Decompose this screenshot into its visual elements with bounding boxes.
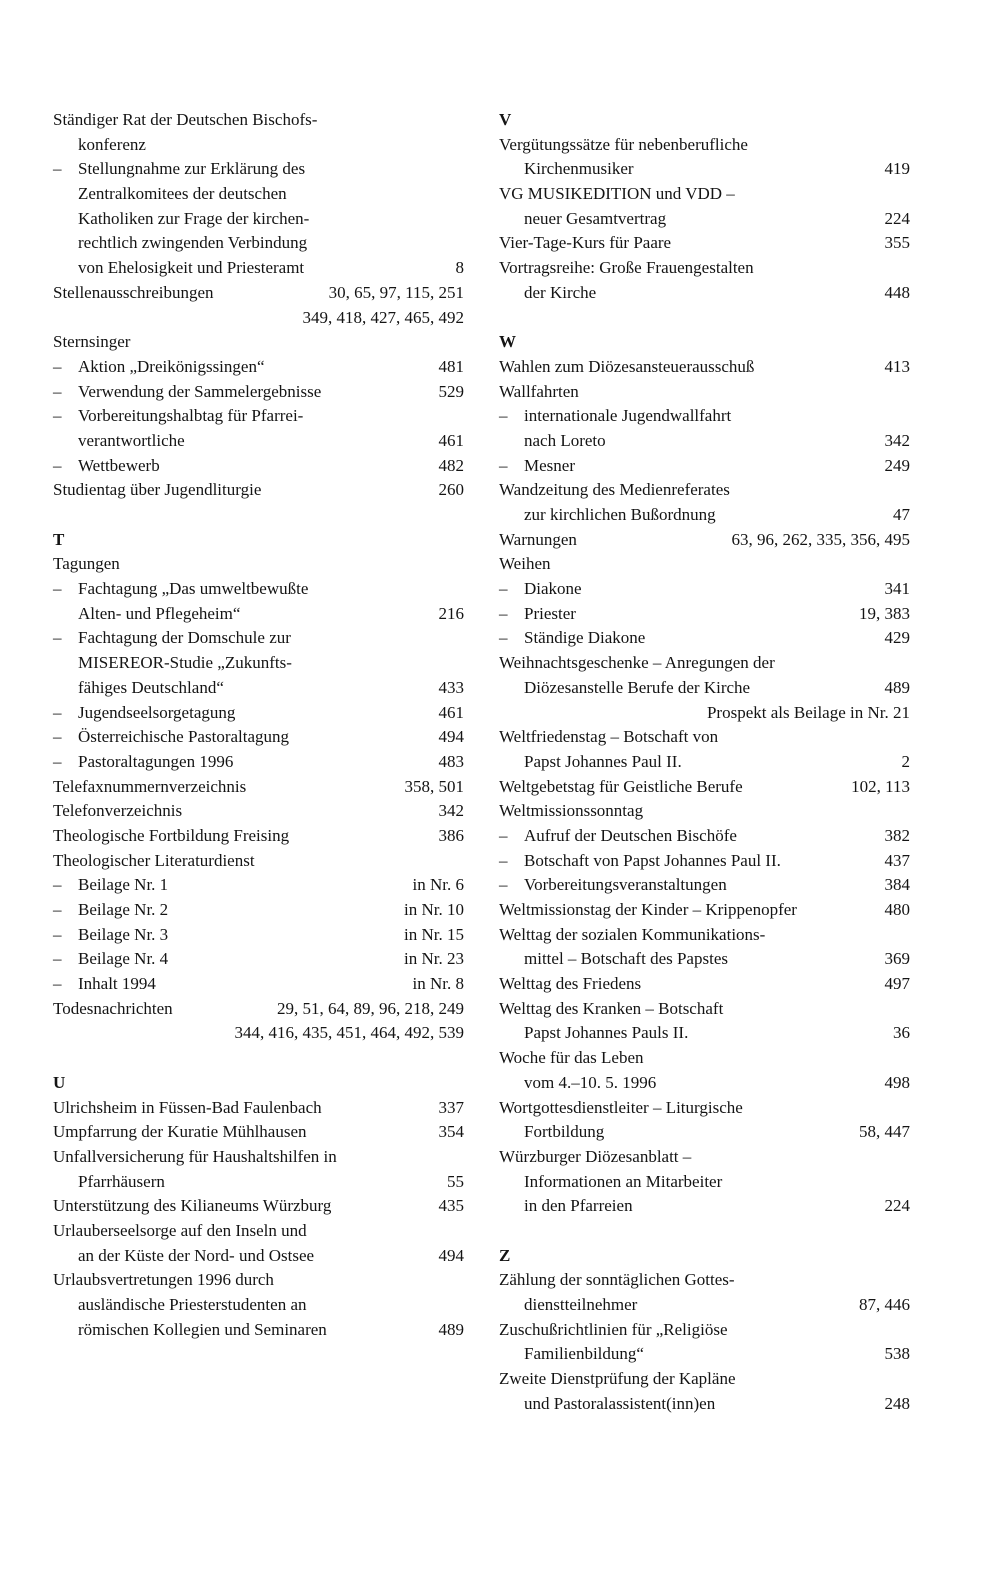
entry-text: Unterstützung des Kilianeums Würzburg xyxy=(53,1196,332,1216)
index-entry xyxy=(499,972,910,997)
list-dash: – xyxy=(499,628,508,648)
entry-text: Papst Johannes Pauls II. xyxy=(524,1023,689,1043)
entry-text: Vergütungssätze für nebenberufliche xyxy=(499,134,748,154)
list-dash: – xyxy=(53,159,62,179)
index-entry xyxy=(499,849,910,874)
index-entry xyxy=(53,898,464,923)
index-entry xyxy=(499,775,910,800)
section-gap xyxy=(53,503,464,528)
index-entry xyxy=(53,478,464,503)
index-entry xyxy=(499,503,910,528)
page-reference: 382 xyxy=(884,825,910,845)
entry-text: Zentralkomitees der deutschen xyxy=(78,184,287,204)
index-entry xyxy=(499,528,910,553)
page-reference: 224 xyxy=(884,1196,910,1216)
index-entry xyxy=(499,380,910,405)
page-reference: in Nr. 15 xyxy=(404,924,464,944)
index-entry xyxy=(53,824,464,849)
page-reference: 216 xyxy=(438,603,464,623)
index-entry xyxy=(53,380,464,405)
index-entry xyxy=(499,157,910,182)
entry-text: dienstteilnehmer xyxy=(524,1295,638,1314)
list-dash: – xyxy=(53,628,62,648)
page-reference: 355 xyxy=(884,233,910,253)
index-entry xyxy=(499,552,910,577)
entry-text: Pastoraltagungen 1996 xyxy=(78,751,234,771)
page-reference: 538 xyxy=(884,1344,910,1364)
entry-text: an der Küste der Nord- und Ostsee xyxy=(78,1245,315,1265)
entry-text: MISEREOR-Studie „Zukunfts- xyxy=(78,653,292,673)
page-reference: 483 xyxy=(438,751,464,771)
index-entry xyxy=(53,775,464,800)
entry-text: ausländische Priesterstudenten an xyxy=(78,1295,307,1314)
index-entry xyxy=(499,997,910,1022)
entry-text: Wettbewerb xyxy=(78,455,160,475)
entry-text: Fachtagung der Domschule zur xyxy=(78,628,291,648)
index-entry xyxy=(53,231,464,256)
entry-text: Beilage Nr. 3 xyxy=(78,924,169,944)
index-entry xyxy=(53,849,464,874)
entry-text: Verwendung der Sammelergebnisse xyxy=(78,381,322,401)
entry-text: Wahlen zum Diözesansteuerausschuß xyxy=(499,356,755,376)
entry-text: Stellenausschreibungen xyxy=(53,282,214,302)
index-entry xyxy=(53,157,464,182)
entry-text: Weihnachtsgeschenke – Anregungen der xyxy=(499,653,775,673)
entry-text: Unfallversicherung für Haushaltshilfen in xyxy=(53,1146,337,1166)
entry-text: Aktion „Dreikönigssingen“ xyxy=(78,356,265,376)
index-entry xyxy=(53,330,464,355)
page-reference: 248 xyxy=(884,1393,910,1413)
page-reference: 30, 65, 97, 115, 251 xyxy=(328,282,464,302)
page-reference: 8 xyxy=(455,258,464,278)
entry-text: Österreichische Pastoraltagung xyxy=(78,727,290,747)
index-entry xyxy=(53,133,464,158)
index-entry xyxy=(53,1145,464,1170)
entry-text: Welttag des Kranken – Botschaft xyxy=(499,998,724,1018)
entry-text: Weltmissionssonntag xyxy=(499,801,644,821)
entry-text: Fortbildung xyxy=(524,1122,605,1142)
entry-text: Zweite Dienstprüfung der Kapläne xyxy=(499,1369,736,1389)
entry-text: Ständige Diakone xyxy=(524,628,646,648)
page-reference: 369 xyxy=(884,949,910,969)
page-reference: in Nr. 8 xyxy=(412,974,464,994)
page-reference: 384 xyxy=(884,875,910,895)
index-entry xyxy=(53,626,464,651)
entry-text: Zählung der sonntäglichen Gottes- xyxy=(499,1270,735,1290)
section-letter: T xyxy=(53,529,65,549)
page-reference: 437 xyxy=(884,850,910,870)
index-entry xyxy=(499,947,910,972)
index-entry xyxy=(53,1120,464,1145)
page-reference: in Nr. 6 xyxy=(412,875,464,895)
entry-text: Telefaxnummernverzeichnis xyxy=(53,776,247,796)
index-entry xyxy=(53,873,464,898)
index-entry xyxy=(53,108,464,133)
entry-text: römischen Kollegien und Seminaren xyxy=(78,1319,327,1339)
index-entry xyxy=(53,404,464,429)
entry-text: Würzburger Diözesanblatt – xyxy=(499,1146,692,1166)
list-dash: – xyxy=(53,875,62,895)
section-letter: U xyxy=(53,1072,66,1092)
index-entry xyxy=(499,1268,910,1293)
index-entry xyxy=(499,133,910,158)
list-dash: – xyxy=(499,825,508,845)
list-dash: – xyxy=(53,455,62,475)
entry-text: VG MUSIKEDITION und VDD – xyxy=(499,184,735,204)
page-reference: 489 xyxy=(884,677,910,697)
entry-text: mittel – Botschaft des Papstes xyxy=(524,949,728,969)
list-dash: – xyxy=(53,381,62,401)
entry-text: der Kirche xyxy=(524,282,597,302)
section-letter: W xyxy=(499,332,516,352)
entry-text: Botschaft von Papst Johannes Paul II. xyxy=(524,850,781,870)
entry-text: Theologischer Literaturdienst xyxy=(53,850,255,870)
entry-text: Priester xyxy=(524,603,576,623)
page-reference: 2 xyxy=(901,751,910,771)
page-reference: 489 xyxy=(438,1319,464,1339)
list-dash: – xyxy=(53,974,62,994)
entry-text: Weltgebetstag für Geistliche Berufe xyxy=(499,776,743,796)
entry-text: fähiges Deutschland“ xyxy=(78,677,224,697)
page-reference: 58, 447 xyxy=(859,1122,910,1142)
index-entry xyxy=(499,1145,910,1170)
index-entry xyxy=(53,355,464,380)
page-reference: 19, 383 xyxy=(859,603,910,623)
index-entry xyxy=(499,256,910,281)
page-reference: 224 xyxy=(884,208,910,228)
page-reference: 461 xyxy=(438,702,464,722)
list-dash: – xyxy=(53,356,62,376)
entry-text: Warnungen xyxy=(499,529,577,549)
index-entry xyxy=(499,355,910,380)
page-reference: 260 xyxy=(438,480,464,500)
entry-text: Aufruf der Deutschen Bischöfe xyxy=(524,825,737,845)
index-entry xyxy=(53,281,464,306)
index-entry xyxy=(53,701,464,726)
index-entry xyxy=(53,676,464,701)
index-entry xyxy=(499,1194,910,1219)
entry-text: Zuschußrichtlinien für „Religiöse xyxy=(499,1319,728,1339)
page-reference: 482 xyxy=(438,455,464,475)
section-letter: Z xyxy=(499,1245,511,1265)
list-dash: – xyxy=(499,579,508,599)
list-dash: – xyxy=(53,727,62,747)
entry-text: Weltmissionstag der Kinder – Krippenopfer xyxy=(499,900,797,919)
index-entry xyxy=(53,947,464,972)
entry-text: Pfarrhäusern xyxy=(78,1171,165,1191)
index-entry xyxy=(499,602,910,627)
index-entry xyxy=(53,1318,464,1343)
index-entry xyxy=(499,1293,910,1318)
index-entry xyxy=(53,799,464,824)
index-entry xyxy=(53,1096,464,1121)
entry-text: Urlauberseelsorge auf den Inseln und xyxy=(53,1220,307,1240)
page-reference: 63, 96, 262, 335, 356, 495 xyxy=(731,529,910,549)
index-entry xyxy=(499,1071,910,1096)
list-dash: – xyxy=(53,949,62,969)
page-reference: 419 xyxy=(884,159,910,179)
index-entry xyxy=(499,577,910,602)
index-entry xyxy=(499,898,910,923)
page-reference: 480 xyxy=(884,900,910,919)
section-gap xyxy=(53,1046,464,1071)
page-reference: 342 xyxy=(438,801,464,821)
page-reference: in Nr. 10 xyxy=(404,900,464,919)
index-entry xyxy=(499,1021,910,1046)
entry-text: nach Loreto xyxy=(524,430,606,450)
index-entry xyxy=(53,972,464,997)
index-entry xyxy=(53,1268,464,1293)
entry-text: Weihen xyxy=(499,554,551,574)
index-entry xyxy=(499,231,910,256)
section-letter: V xyxy=(499,110,512,129)
list-dash: – xyxy=(499,875,508,895)
entry-text: Studientag über Jugendliturgie xyxy=(53,480,262,500)
list-dash: – xyxy=(53,900,62,919)
page-reference: 87, 446 xyxy=(859,1295,910,1314)
index-entry xyxy=(53,552,464,577)
index-entry xyxy=(499,1392,910,1417)
index-entry xyxy=(499,701,910,726)
index-entry xyxy=(53,1170,464,1195)
entry-text: Vorbereitungsveranstaltungen xyxy=(524,875,727,895)
page-reference: 55 xyxy=(447,1171,464,1191)
entry-text: Beilage Nr. 1 xyxy=(78,875,169,895)
index-entry xyxy=(499,750,910,775)
entry-text: konferenz xyxy=(78,134,146,154)
entry-text: Vorbereitungshalbtag für Pfarrei- xyxy=(78,406,304,426)
entry-text: Ständiger Rat der Deutschen Bischofs- xyxy=(53,110,318,129)
entry-text: Familienbildung“ xyxy=(524,1344,644,1364)
index-entry xyxy=(499,1318,910,1343)
entry-text: zur kirchlichen Bußordnung xyxy=(524,505,716,524)
index-entry xyxy=(53,1219,464,1244)
entry-text: Theologische Fortbildung Freising xyxy=(53,825,290,845)
entry-text: Tagungen xyxy=(53,554,120,574)
index-entry xyxy=(53,306,464,331)
index-entry xyxy=(53,1021,464,1046)
entry-text: Wortgottesdienstleiter – Liturgische xyxy=(499,1097,743,1117)
entry-text: Welttag des Friedens xyxy=(499,974,642,994)
index-entry xyxy=(53,923,464,948)
index-column-right xyxy=(499,108,910,1416)
entry-text: Jugendseelsorgetagung xyxy=(78,702,236,722)
page-reference: 354 xyxy=(438,1122,464,1142)
index-entry xyxy=(53,602,464,627)
entry-text: Ulrichsheim in Füssen-Bad Faulenbach xyxy=(53,1097,322,1117)
page-reference: 249 xyxy=(884,455,910,475)
index-entry xyxy=(53,454,464,479)
page-reference: 494 xyxy=(438,727,464,747)
page-reference: 102, 113 xyxy=(851,776,910,796)
index-entry xyxy=(53,1293,464,1318)
page-reference: 433 xyxy=(438,677,464,697)
index-entry xyxy=(499,182,910,207)
index-entry xyxy=(499,1046,910,1071)
entry-text: Vortragsreihe: Große Frauengestalten xyxy=(499,258,754,278)
entry-text: Umpfarrung der Kuratie Mühlhausen xyxy=(53,1122,307,1142)
index-entry xyxy=(499,478,910,503)
page-reference: 386 xyxy=(438,825,464,845)
page-reference: 429 xyxy=(884,628,910,648)
entry-text: von Ehelosigkeit und Priesteramt xyxy=(78,258,305,278)
entry-text: Inhalt 1994 xyxy=(78,974,156,994)
index-entry xyxy=(499,1120,910,1145)
entry-text: Urlaubsvertretungen 1996 durch xyxy=(53,1270,274,1290)
page-reference: in Nr. 23 xyxy=(404,949,464,969)
page-reference: 448 xyxy=(884,282,910,302)
page-reference: 349, 418, 427, 465, 492 xyxy=(302,307,464,327)
page-reference: 341 xyxy=(884,579,910,599)
entry-text: Weltfriedenstag – Botschaft von xyxy=(499,727,719,747)
entry-text: Vier-Tage-Kurs für Paare xyxy=(499,233,672,253)
entry-text: Wandzeitung des Medienreferates xyxy=(499,480,730,500)
list-dash: – xyxy=(499,406,508,426)
entry-text: Diözesanstelle Berufe der Kirche xyxy=(524,677,751,697)
index-entry xyxy=(499,923,910,948)
section-gap xyxy=(499,306,910,331)
entry-text: in den Pfarreien xyxy=(524,1196,633,1216)
index-entry xyxy=(499,651,910,676)
index-entry xyxy=(53,577,464,602)
entry-text: Mesner xyxy=(524,455,575,475)
index-entry xyxy=(53,207,464,232)
index-entry xyxy=(499,626,910,651)
entry-text: Woche für das Leben xyxy=(499,1048,644,1068)
page-reference: 337 xyxy=(438,1097,464,1117)
page-reference: 461 xyxy=(438,430,464,450)
index-entry xyxy=(53,429,464,454)
index-entry xyxy=(499,207,910,232)
list-dash: – xyxy=(53,702,62,722)
entry-text: Katholiken zur Frage der kirchen- xyxy=(78,208,310,228)
index-entry xyxy=(499,1096,910,1121)
index-entry xyxy=(53,750,464,775)
index-entry xyxy=(53,256,464,281)
entry-text: rechtlich zwingenden Verbindung xyxy=(78,233,308,253)
index-entry xyxy=(499,799,910,824)
index-entry xyxy=(499,1367,910,1392)
section-gap xyxy=(499,1219,910,1244)
entry-text: Papst Johannes Paul II. xyxy=(524,751,682,771)
index-entry xyxy=(499,873,910,898)
page-reference: 413 xyxy=(884,356,910,376)
index-entry xyxy=(499,404,910,429)
entry-text: Informationen an Mitarbeiter xyxy=(524,1171,723,1191)
entry-text: Fachtagung „Das umweltbewußte xyxy=(78,579,309,599)
index-entry xyxy=(499,824,910,849)
entry-text: Kirchenmusiker xyxy=(524,159,634,179)
entry-text: und Pastoralassistent(inn)en xyxy=(524,1393,716,1413)
page-reference: 529 xyxy=(438,381,464,401)
index-entry xyxy=(53,1244,464,1269)
index-entry xyxy=(499,429,910,454)
entry-text: Alten- und Pflegeheim“ xyxy=(78,603,241,623)
entry-text: Telefonverzeichnis xyxy=(53,801,183,821)
page-reference: 342 xyxy=(884,430,910,450)
index-entry xyxy=(53,182,464,207)
page-reference: 498 xyxy=(884,1072,910,1092)
index-entry xyxy=(53,1194,464,1219)
list-dash: – xyxy=(53,751,62,771)
index-entry xyxy=(499,454,910,479)
list-dash: – xyxy=(499,603,508,623)
page-reference: 358, 501 xyxy=(404,776,464,796)
index-entry xyxy=(499,1342,910,1367)
index-column-left xyxy=(53,108,464,1342)
entry-text: Stellungnahme zur Erklärung des xyxy=(78,159,306,179)
entry-text: Beilage Nr. 2 xyxy=(78,900,169,919)
index-entry xyxy=(499,725,910,750)
list-dash: – xyxy=(53,406,62,426)
entry-text: Wallfahrten xyxy=(499,381,579,401)
entry-text: Welttag der sozialen Kommunikations- xyxy=(499,924,766,944)
page-reference: 435 xyxy=(438,1196,464,1216)
list-dash: – xyxy=(53,924,62,944)
list-dash: – xyxy=(53,579,62,599)
entry-text: vom 4.–10. 5. 1996 xyxy=(524,1072,657,1092)
page-reference: Prospekt als Beilage in Nr. 21 xyxy=(706,702,910,722)
page-reference: 47 xyxy=(893,505,910,524)
index-entry xyxy=(499,1170,910,1195)
page-reference: 497 xyxy=(884,974,910,994)
page-reference: 481 xyxy=(438,356,464,376)
list-dash: – xyxy=(499,850,508,870)
entry-text: verantwortliche xyxy=(78,430,185,450)
entry-text: neuer Gesamtvertrag xyxy=(524,208,667,228)
page-reference: 36 xyxy=(893,1023,910,1043)
entry-text: Beilage Nr. 4 xyxy=(78,949,169,969)
entry-text: Sternsinger xyxy=(53,332,131,352)
index-entry xyxy=(53,651,464,676)
entry-text: internationale Jugendwallfahrt xyxy=(524,406,732,426)
index-entry xyxy=(499,281,910,306)
page-reference: 29, 51, 64, 89, 96, 218, 249 xyxy=(277,998,464,1018)
entry-text: Diakone xyxy=(524,579,582,599)
entry-text: Todesnachrichten xyxy=(53,998,173,1018)
list-dash: – xyxy=(499,455,508,475)
page-reference: 494 xyxy=(438,1245,464,1265)
page-reference: 344, 416, 435, 451, 464, 492, 539 xyxy=(234,1023,464,1043)
index-entry xyxy=(499,676,910,701)
index-entry xyxy=(53,725,464,750)
index-entry xyxy=(53,997,464,1022)
